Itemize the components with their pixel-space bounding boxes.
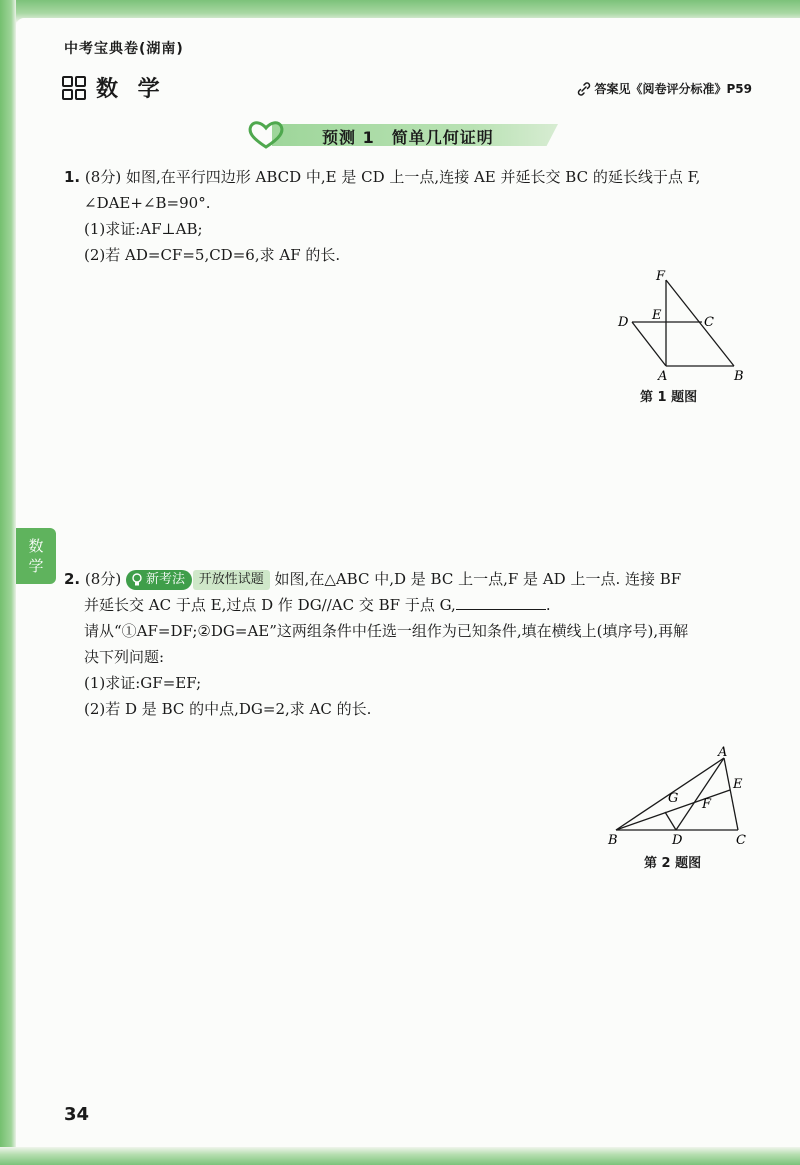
fig1-label-e: E [652,308,662,323]
fig2-label-e: E [733,777,743,792]
problem-2-points: (8分) [84,570,122,588]
fig1-label-a: A [658,369,668,384]
figure-1-caption: 第 1 题图 [640,390,698,405]
new-method-tag-label: 新考法 [145,572,185,587]
fig2-label-b: B [608,833,618,848]
book-title: 中考宝典卷(湖南) [64,41,184,57]
problem-2-line-2 [64,592,688,618]
problem-2-text-3: 请从“①AF=DF;②DG=AE”这两组条件中任选一组作为已知条件,填在横线上(填序号),再解 [84,622,689,640]
problem-2-line-1 [64,566,688,592]
problem-2 [64,566,688,722]
banner-title: 预测 1 简单几何证明 [322,128,494,147]
fig2-edge-ac [724,758,738,830]
problem-2-number: 2. [64,570,81,588]
problem-1 [64,164,700,268]
problem-2-part-2: (2)若 D 是 BC 的中点,DG=2,求 AC 的长. [84,700,372,718]
fig2-label-g: G [668,791,679,806]
problem-1-part-2: (2)若 AD=CF=5,CD=6,求 AF 的长. [84,246,341,264]
fig2-edge-dg [665,812,676,830]
fig2-label-d: D [672,833,683,848]
fig2-label-c: C [736,833,746,848]
answer-blank[interactable] [456,593,546,610]
fig1-edge-da [632,322,666,366]
subject-title: 数 学 [96,77,166,102]
problem-2-text-2: 并延长交 AC 于点 E,过点 D 作 DG//AC 交 BF 于点 G, [84,596,456,614]
fig2-label-f: F [702,797,712,812]
page-border-bottom [0,1147,800,1165]
new-method-tag [126,570,192,590]
fig1-label-b: B [734,369,744,384]
subject-side-tab [16,528,56,584]
side-tab-char-2: 学 [28,557,44,575]
answer-reference [577,80,753,97]
answer-reference-text: 答案见《阅卷评分标准》P59 [594,82,752,96]
side-tab-char-1: 数 [28,537,44,555]
open-question-tag: 开放性试题 [193,570,270,590]
fig1-edge-fb [666,280,734,366]
problem-2-text-1: 如图,在△ABC 中,D 是 BC 上一点,F 是 AD 上一点. 连接 BF [274,570,682,588]
problem-1-part-1: (1)求证:AF⊥AB; [84,220,203,238]
page-number: 34 [64,1104,90,1125]
fig1-label-f: F [656,269,666,284]
fig1-label-c: C [704,315,714,330]
figure-2-caption: 第 2 题图 [644,856,702,871]
figure-2 [602,744,762,852]
problem-1-line-1 [64,164,700,190]
section-banner [246,120,558,150]
subject-heading [62,72,166,103]
problem-1-number: 1. [64,168,81,186]
lightbulb-icon [131,573,143,587]
problem-2-text-4: 决下列问题: [84,648,165,666]
problem-2-text-2-end: . [545,596,551,614]
figure-1 [610,268,760,386]
problem-2-part-1: (1)求证:GF=EF; [84,674,202,692]
link-icon [577,82,591,96]
problem-1-text-1: 如图,在平行四边形 ABCD 中,E 是 CD 上一点,连接 AE 并延长交 BC 的延长线于点 F, [125,168,701,186]
fig2-label-a: A [718,745,728,760]
grid-icon [62,76,86,100]
page-border-left [0,0,16,1165]
heart-icon [246,120,286,150]
problem-1-points: (8分) [84,168,122,186]
fig1-label-d: D [618,315,629,330]
problem-1-text-2: ∠DAE+∠B=90°. [84,194,211,212]
